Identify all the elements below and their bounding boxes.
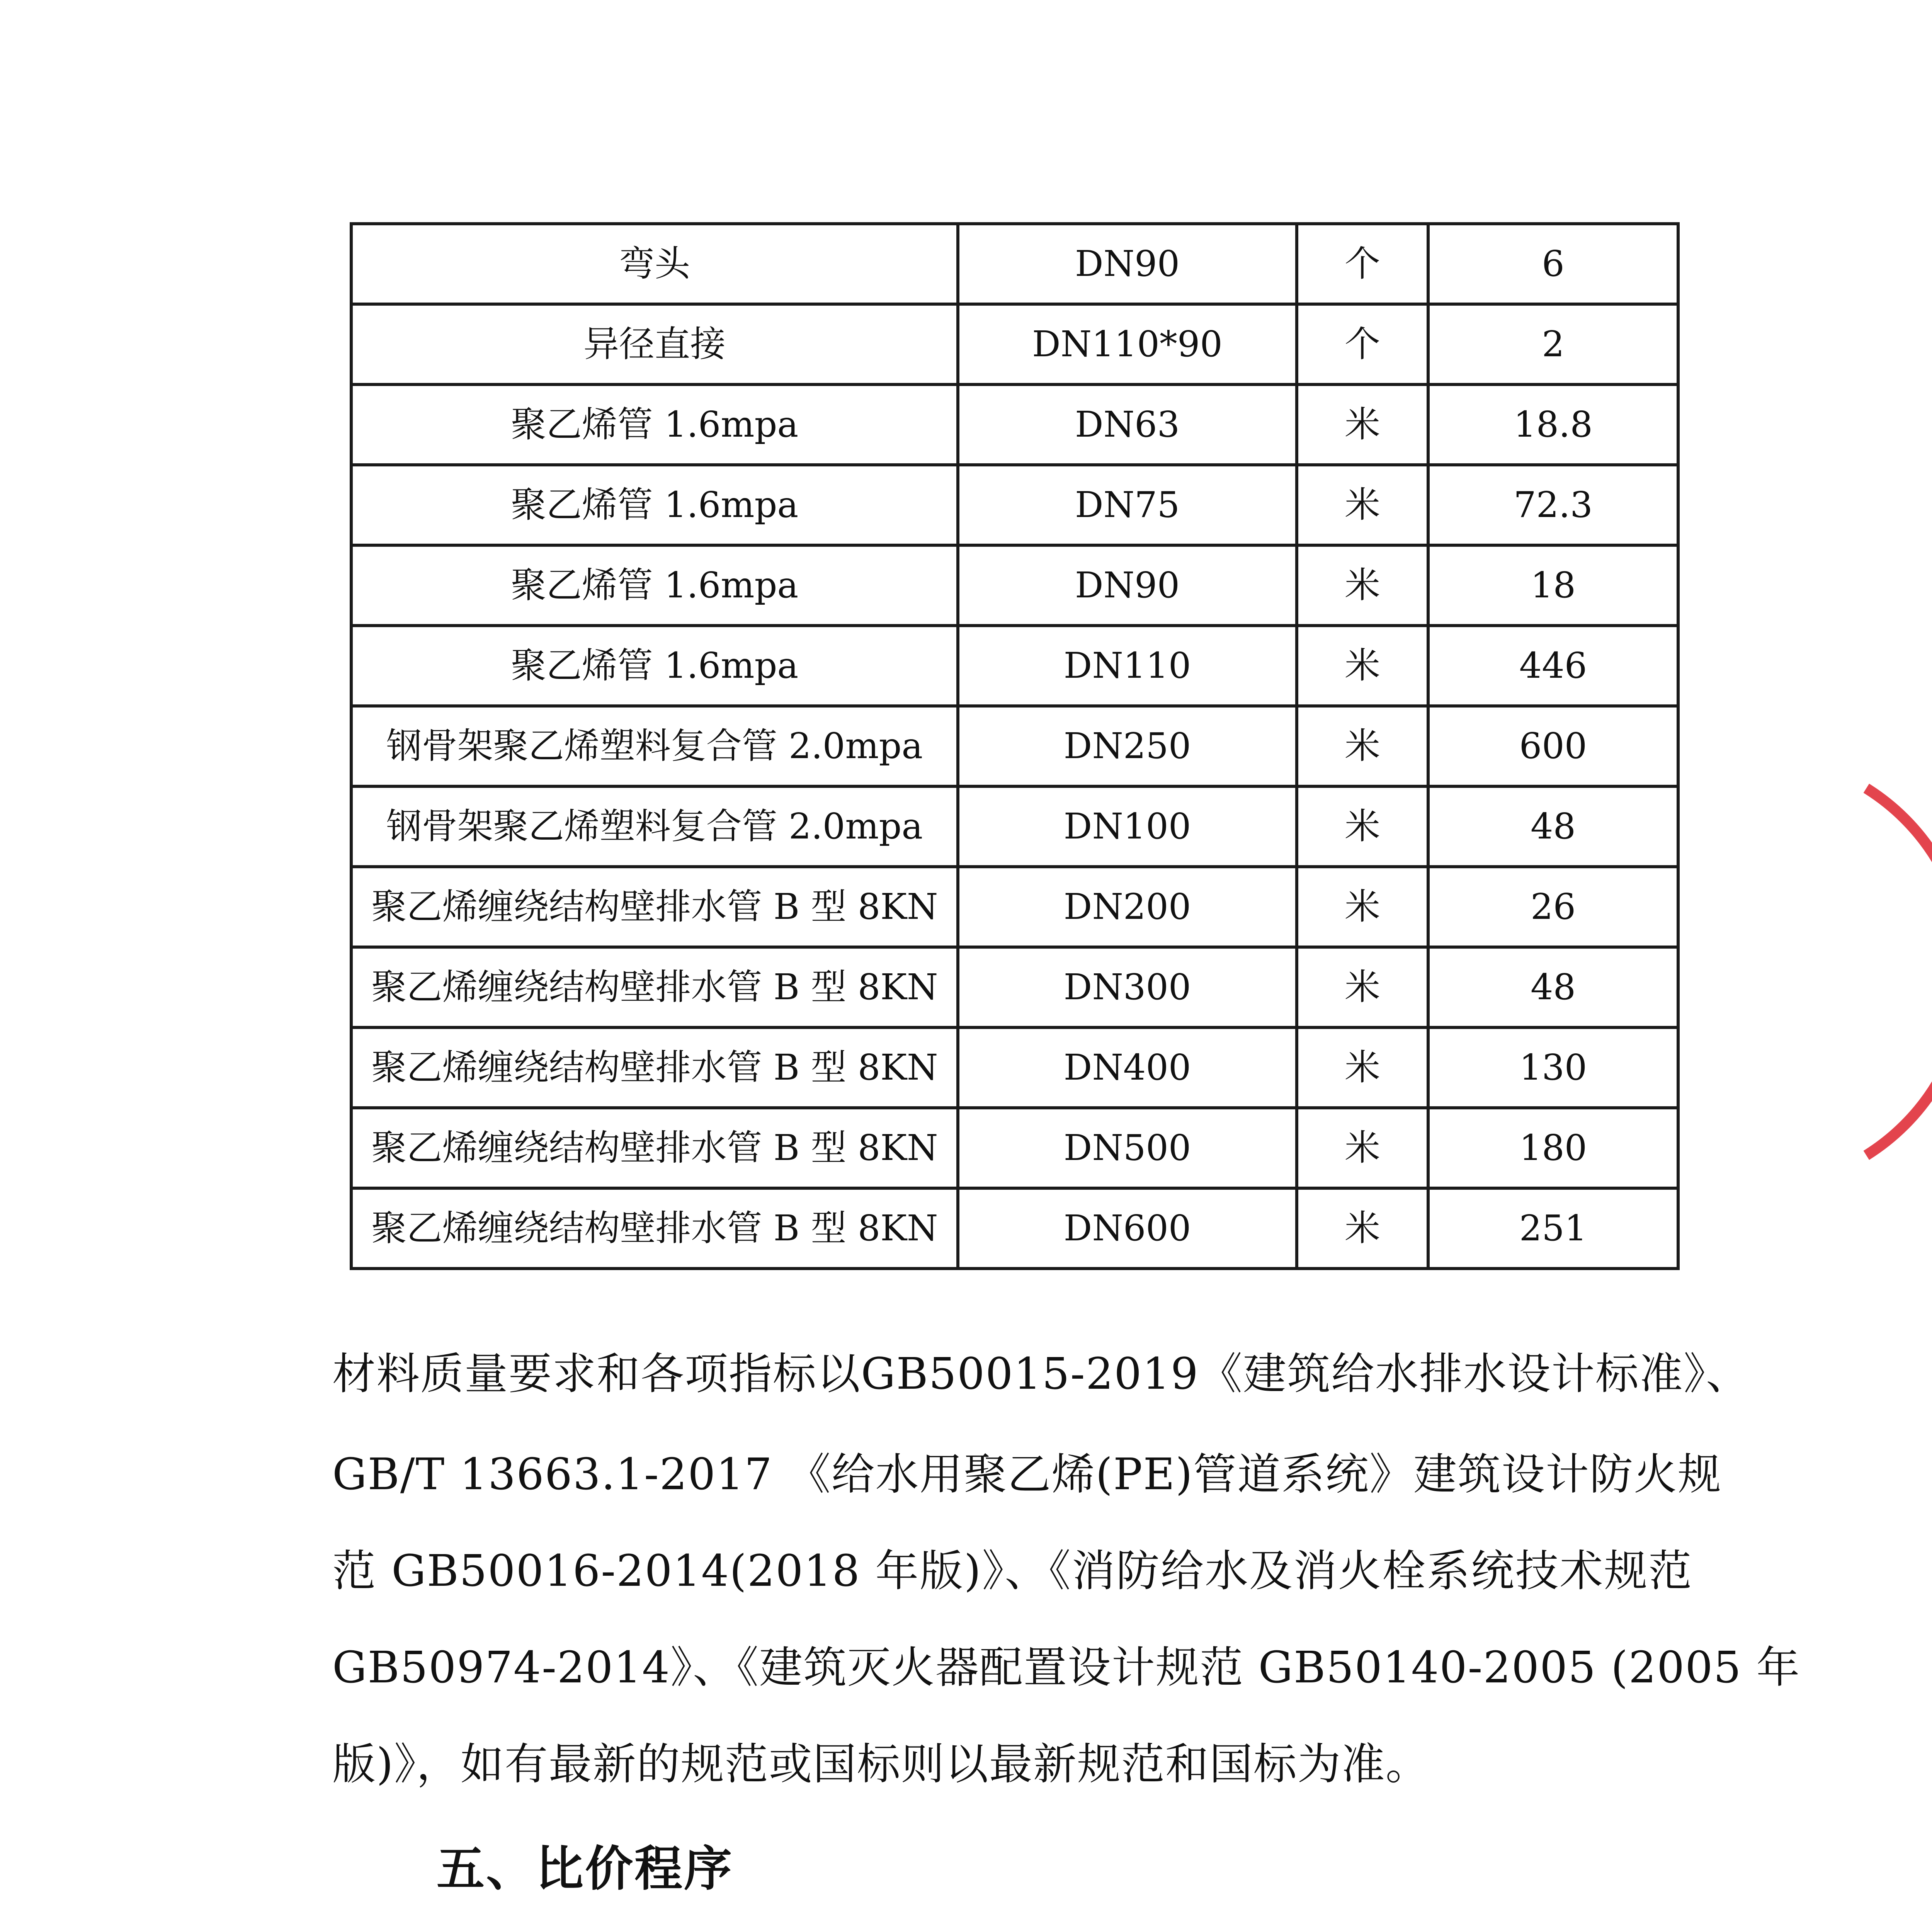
quantity-cell: 600 <box>1428 706 1678 786</box>
quantity-cell: 26 <box>1428 867 1678 947</box>
quantity-cell: 446 <box>1428 626 1678 706</box>
material-name-cell: 聚乙烯缠绕结构壁排水管 B 型 8KN <box>351 867 958 947</box>
table-row <box>351 786 1678 867</box>
unit-cell: 米 <box>1297 626 1428 706</box>
unit-cell: 米 <box>1297 465 1428 545</box>
unit-cell: 个 <box>1297 304 1428 384</box>
quantity-cell: 180 <box>1428 1108 1678 1188</box>
spec-cell: DN250 <box>958 706 1297 786</box>
quantity-cell: 130 <box>1428 1027 1678 1108</box>
table-row <box>351 224 1678 304</box>
table-row <box>351 384 1678 465</box>
material-name-cell: 弯头 <box>351 224 958 304</box>
unit-cell: 米 <box>1297 867 1428 947</box>
table-row <box>351 465 1678 545</box>
unit-cell: 米 <box>1297 1188 1428 1269</box>
table-row <box>351 867 1678 947</box>
table-row <box>351 626 1678 706</box>
materials-table-body <box>351 224 1678 1269</box>
spec-cell: DN90 <box>958 545 1297 626</box>
spec-cell: DN90 <box>958 224 1297 304</box>
spec-cell: DN300 <box>958 947 1297 1027</box>
materials-table <box>350 222 1680 1270</box>
unit-cell: 米 <box>1297 947 1428 1027</box>
spec-cell: DN600 <box>958 1188 1297 1269</box>
spec-cell: DN110*90 <box>958 304 1297 384</box>
material-name-cell: 钢骨架聚乙烯塑料复合管 2.0mpa <box>351 786 958 867</box>
quantity-cell: 18.8 <box>1428 384 1678 465</box>
table-row <box>351 706 1678 786</box>
quantity-cell: 251 <box>1428 1188 1678 1269</box>
seal-ring <box>1866 788 1932 1155</box>
material-name-cell: 聚乙烯管 1.6mpa <box>351 384 958 465</box>
table-row <box>351 1188 1678 1269</box>
table-row <box>351 947 1678 1027</box>
unit-cell: 米 <box>1297 786 1428 867</box>
quantity-cell: 6 <box>1428 224 1678 304</box>
quantity-cell: 2 <box>1428 304 1678 384</box>
material-name-cell: 聚乙烯管 1.6mpa <box>351 626 958 706</box>
unit-cell: 个 <box>1297 224 1428 304</box>
table-row <box>351 304 1678 384</box>
standards-line-4: GB50974-2014》、《建筑灭火器配置设计规范 GB50140-2005 (2005 年 <box>332 1643 1801 1693</box>
quantity-cell: 18 <box>1428 545 1678 626</box>
material-name-cell: 异径直接 <box>351 304 958 384</box>
section5-title: 五、比价程序 <box>437 1841 734 1897</box>
unit-cell: 米 <box>1297 545 1428 626</box>
material-name-cell: 聚乙烯管 1.6mpa <box>351 465 958 545</box>
spec-cell: DN500 <box>958 1108 1297 1188</box>
company-seal <box>1851 765 1932 1171</box>
standards-line-3: 范 GB50016-2014(2018 年版)》、《消防给水及消火栓系统技术规范 <box>332 1546 1692 1596</box>
spec-cell: DN200 <box>958 867 1297 947</box>
material-name-cell: 聚乙烯缠绕结构壁排水管 B 型 8KN <box>351 947 958 1027</box>
table-row <box>351 1108 1678 1188</box>
unit-cell: 米 <box>1297 1108 1428 1188</box>
quantity-cell: 48 <box>1428 947 1678 1027</box>
standards-line-5: 版)》，如有最新的规范或国标则以最新规范和国标为准。 <box>332 1739 1430 1789</box>
spec-cell: DN400 <box>958 1027 1297 1108</box>
spec-cell: DN75 <box>958 465 1297 545</box>
standards-line-2: GB/T 13663.1-2017 《给水用聚乙烯(PE)管道系统》建筑设计防火规 <box>332 1449 1722 1500</box>
material-name-cell: 聚乙烯缠绕结构壁排水管 B 型 8KN <box>351 1188 958 1269</box>
standards-line-1: 材料质量要求和各项指标以GB50015-2019《建筑给水排水设计标准》、 <box>332 1349 1750 1399</box>
spec-cell: DN100 <box>958 786 1297 867</box>
material-name-cell: 聚乙烯缠绕结构壁排水管 B 型 8KN <box>351 1027 958 1108</box>
unit-cell: 米 <box>1297 1027 1428 1108</box>
quantity-cell: 72.3 <box>1428 465 1678 545</box>
unit-cell: 米 <box>1297 384 1428 465</box>
material-name-cell: 聚乙烯缠绕结构壁排水管 B 型 8KN <box>351 1108 958 1188</box>
table-row <box>351 1027 1678 1108</box>
spec-cell: DN110 <box>958 626 1297 706</box>
material-name-cell: 聚乙烯管 1.6mpa <box>351 545 958 626</box>
quantity-cell: 48 <box>1428 786 1678 867</box>
material-name-cell: 钢骨架聚乙烯塑料复合管 2.0mpa <box>351 706 958 786</box>
unit-cell: 米 <box>1297 706 1428 786</box>
spec-cell: DN63 <box>958 384 1297 465</box>
table-row <box>351 545 1678 626</box>
